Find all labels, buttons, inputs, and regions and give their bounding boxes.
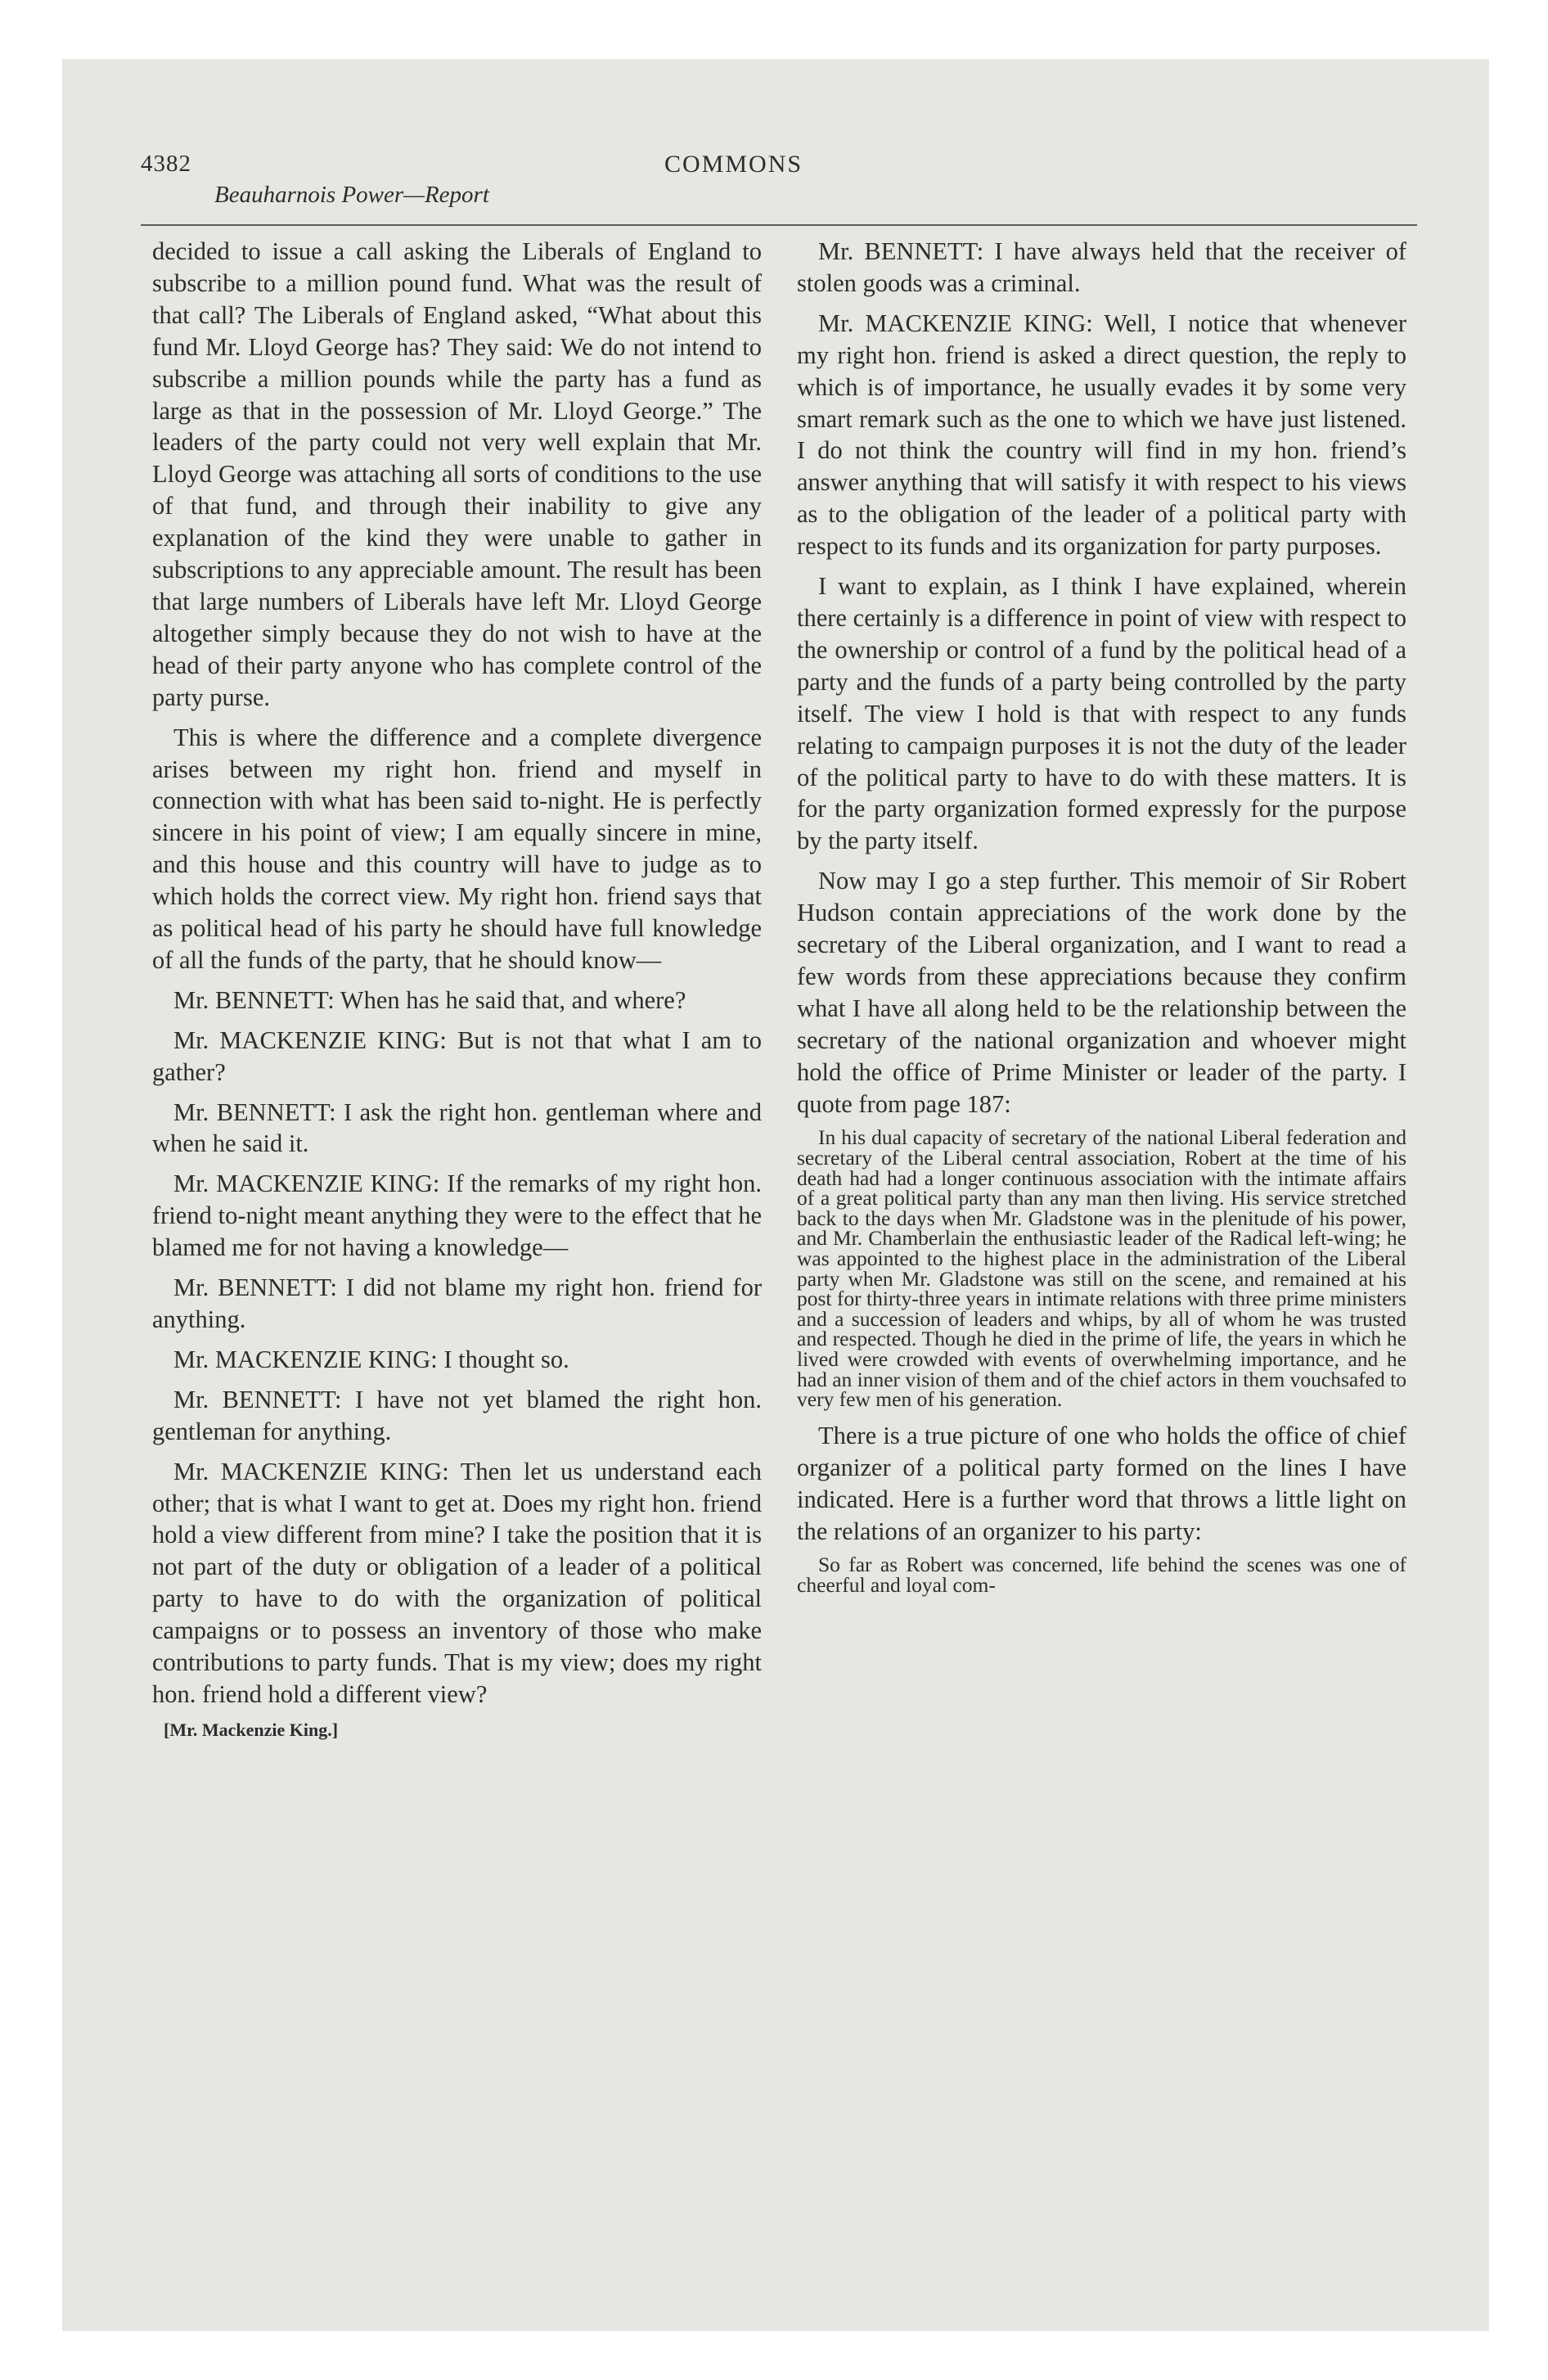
page-number: 4382 xyxy=(141,151,191,177)
paragraph: Mr. MACKENZIE KING: Well, I notice that whenever my right hon. friend is asked a direct question, the reply to which is of importance, he usually evades it by some very smart remark such as the one to which we have just listened. I do not think the country will find in my hon. friend’s answer anything that will satisfy it with respect to his views as to the obligation of the leader of a political party with respect to its funds and its organization for party purposes. xyxy=(797,309,1406,561)
paragraph: Mr. MACKENZIE KING: If the remarks of my right hon. friend to-night meant anything they were to the effect that he blamed me for not having a knowledge— xyxy=(152,1170,762,1262)
paragraph: There is a true picture of one who holds the office of chief organizer of a political party formed on the lines I have indicated. Here is a further word that throws a little light on the relations of an organizer to his party: xyxy=(797,1421,1406,1545)
paragraph: Now may I go a step further. This memoir of Sir Robert Hudson contain appreciations of the work done by the secretary of the Liberal organization, and I want to read a few words from these appreciations because they confirm what I have all along held to be the relationship between the secretary of the national organization and whoever might hold the office of Prime Minister or leader of the party. I quote from page 187: xyxy=(797,867,1406,1118)
paragraph: Mr. BENNETT: I have always held that the receiver of stolen goods was a criminal. xyxy=(797,237,1406,297)
right-column xyxy=(797,236,1406,1596)
paragraph: Mr. BENNETT: When has he said that, and where? xyxy=(173,985,686,1014)
block-quote: In his dual capacity of secretary of the national Liberal federation and secretary of the Liberal central association, Robert at the time of his death had had a longer continuous association with the intimate affairs of a great political party than any man then living. His service stretched back to the days when Mr. Gladstone was in the plenitude of his power, and Mr. Chamberlain the enthusiastic leader of the Radical left-wing; he was appointed to the highest place in the administration of the Liberal party when Mr. Gladstone was still on the scene, and remained at his post for thirty-three years in intimate relations with three prime ministers and a succession of leaders and whips, by all of whom he was trusted and respected. Though he died in the prime of life, the years in which he lived were crowded with events of overwhelming importance, and he had an inner vision of them and of the chief actors in them vouchsafed to very few men of his generation. xyxy=(797,1125,1406,1412)
block-quote-continued: So far as Robert was concerned, life behind the scenes was one of cheerful and loyal com- xyxy=(797,1553,1406,1597)
paragraph: This is where the difference and a complete divergence arises between my right hon. friend and myself in connection with what has been said to-night. He is perfectly sincere in his point of view; I am equally sincere in mine, and this house and this country will have to judge as to which holds the correct view. My right hon. friend says that as political head of his party he should have full knowledge of all the funds of the party, that he should know— xyxy=(152,723,762,974)
paragraph: decided to issue a call asking the Liberals of England to subscribe to a million pound fund. What was the result of that call? The Liberals of England asked, “What about this fund Mr. Lloyd George has? They said: We do not intend to subscribe a million pounds while the party has a fund as large as that in the possession of Mr. Lloyd George.” The leaders of the party could not very well explain that Mr. Lloyd George was attaching all sorts of conditions to the use of that fund, and through their inability to give any explanation of the kind they were unable to gather in subscriptions to any appreciable amount. The result has been that large numbers of Liberals have left Mr. Lloyd George altogether simply because they do not wish to have at the head of their party anyone who has complete control of the party purse. xyxy=(152,237,762,711)
paragraph: Mr. BENNETT: I ask the right hon. gentleman where and when he said it. xyxy=(152,1098,762,1158)
paragraph: Mr. MACKENZIE KING: Then let us understand each other; that is what I want to get at. Does my right hon. friend hold a view different from mine? I take the position that it is not part of the duty or obligation of a leader of a political party to have to do with the organization of political campaigns or to possess an inventory of those who make contributions to party funds. That is my view; does my right hon. friend hold a different view? xyxy=(152,1457,762,1708)
speaker-note: [Mr. Mackenzie King.] xyxy=(164,1719,339,1740)
paragraph: Mr. MACKENZIE KING: But is not that what I am to gather? xyxy=(152,1025,762,1086)
paragraph: Mr. BENNETT: I did not blame my right hon. friend for anything. xyxy=(152,1273,762,1333)
paragraph: Mr. BENNETT: I have not yet blamed the right hon. gentleman for anything. xyxy=(152,1385,762,1445)
paragraph: I want to explain, as I think I have explained, wherein there certainly is a difference in point of view with respect to the ownership or control of a fund by the political head of a party and the funds of a party being controlled by the party itself. The view I hold is that with respect to any funds relating to campaign purposes it is not the duty of the leader of the political party to have to do with these matters. It is for the party organization formed expressly for the purpose by the party itself. xyxy=(797,572,1406,855)
left-column xyxy=(152,236,762,1742)
running-title: Beauharnois Power—Report xyxy=(214,182,489,208)
paragraph: Mr. MACKENZIE KING: I thought so. xyxy=(173,1345,569,1373)
section-title: COMMONS xyxy=(664,151,803,178)
header-rule xyxy=(141,224,1417,226)
